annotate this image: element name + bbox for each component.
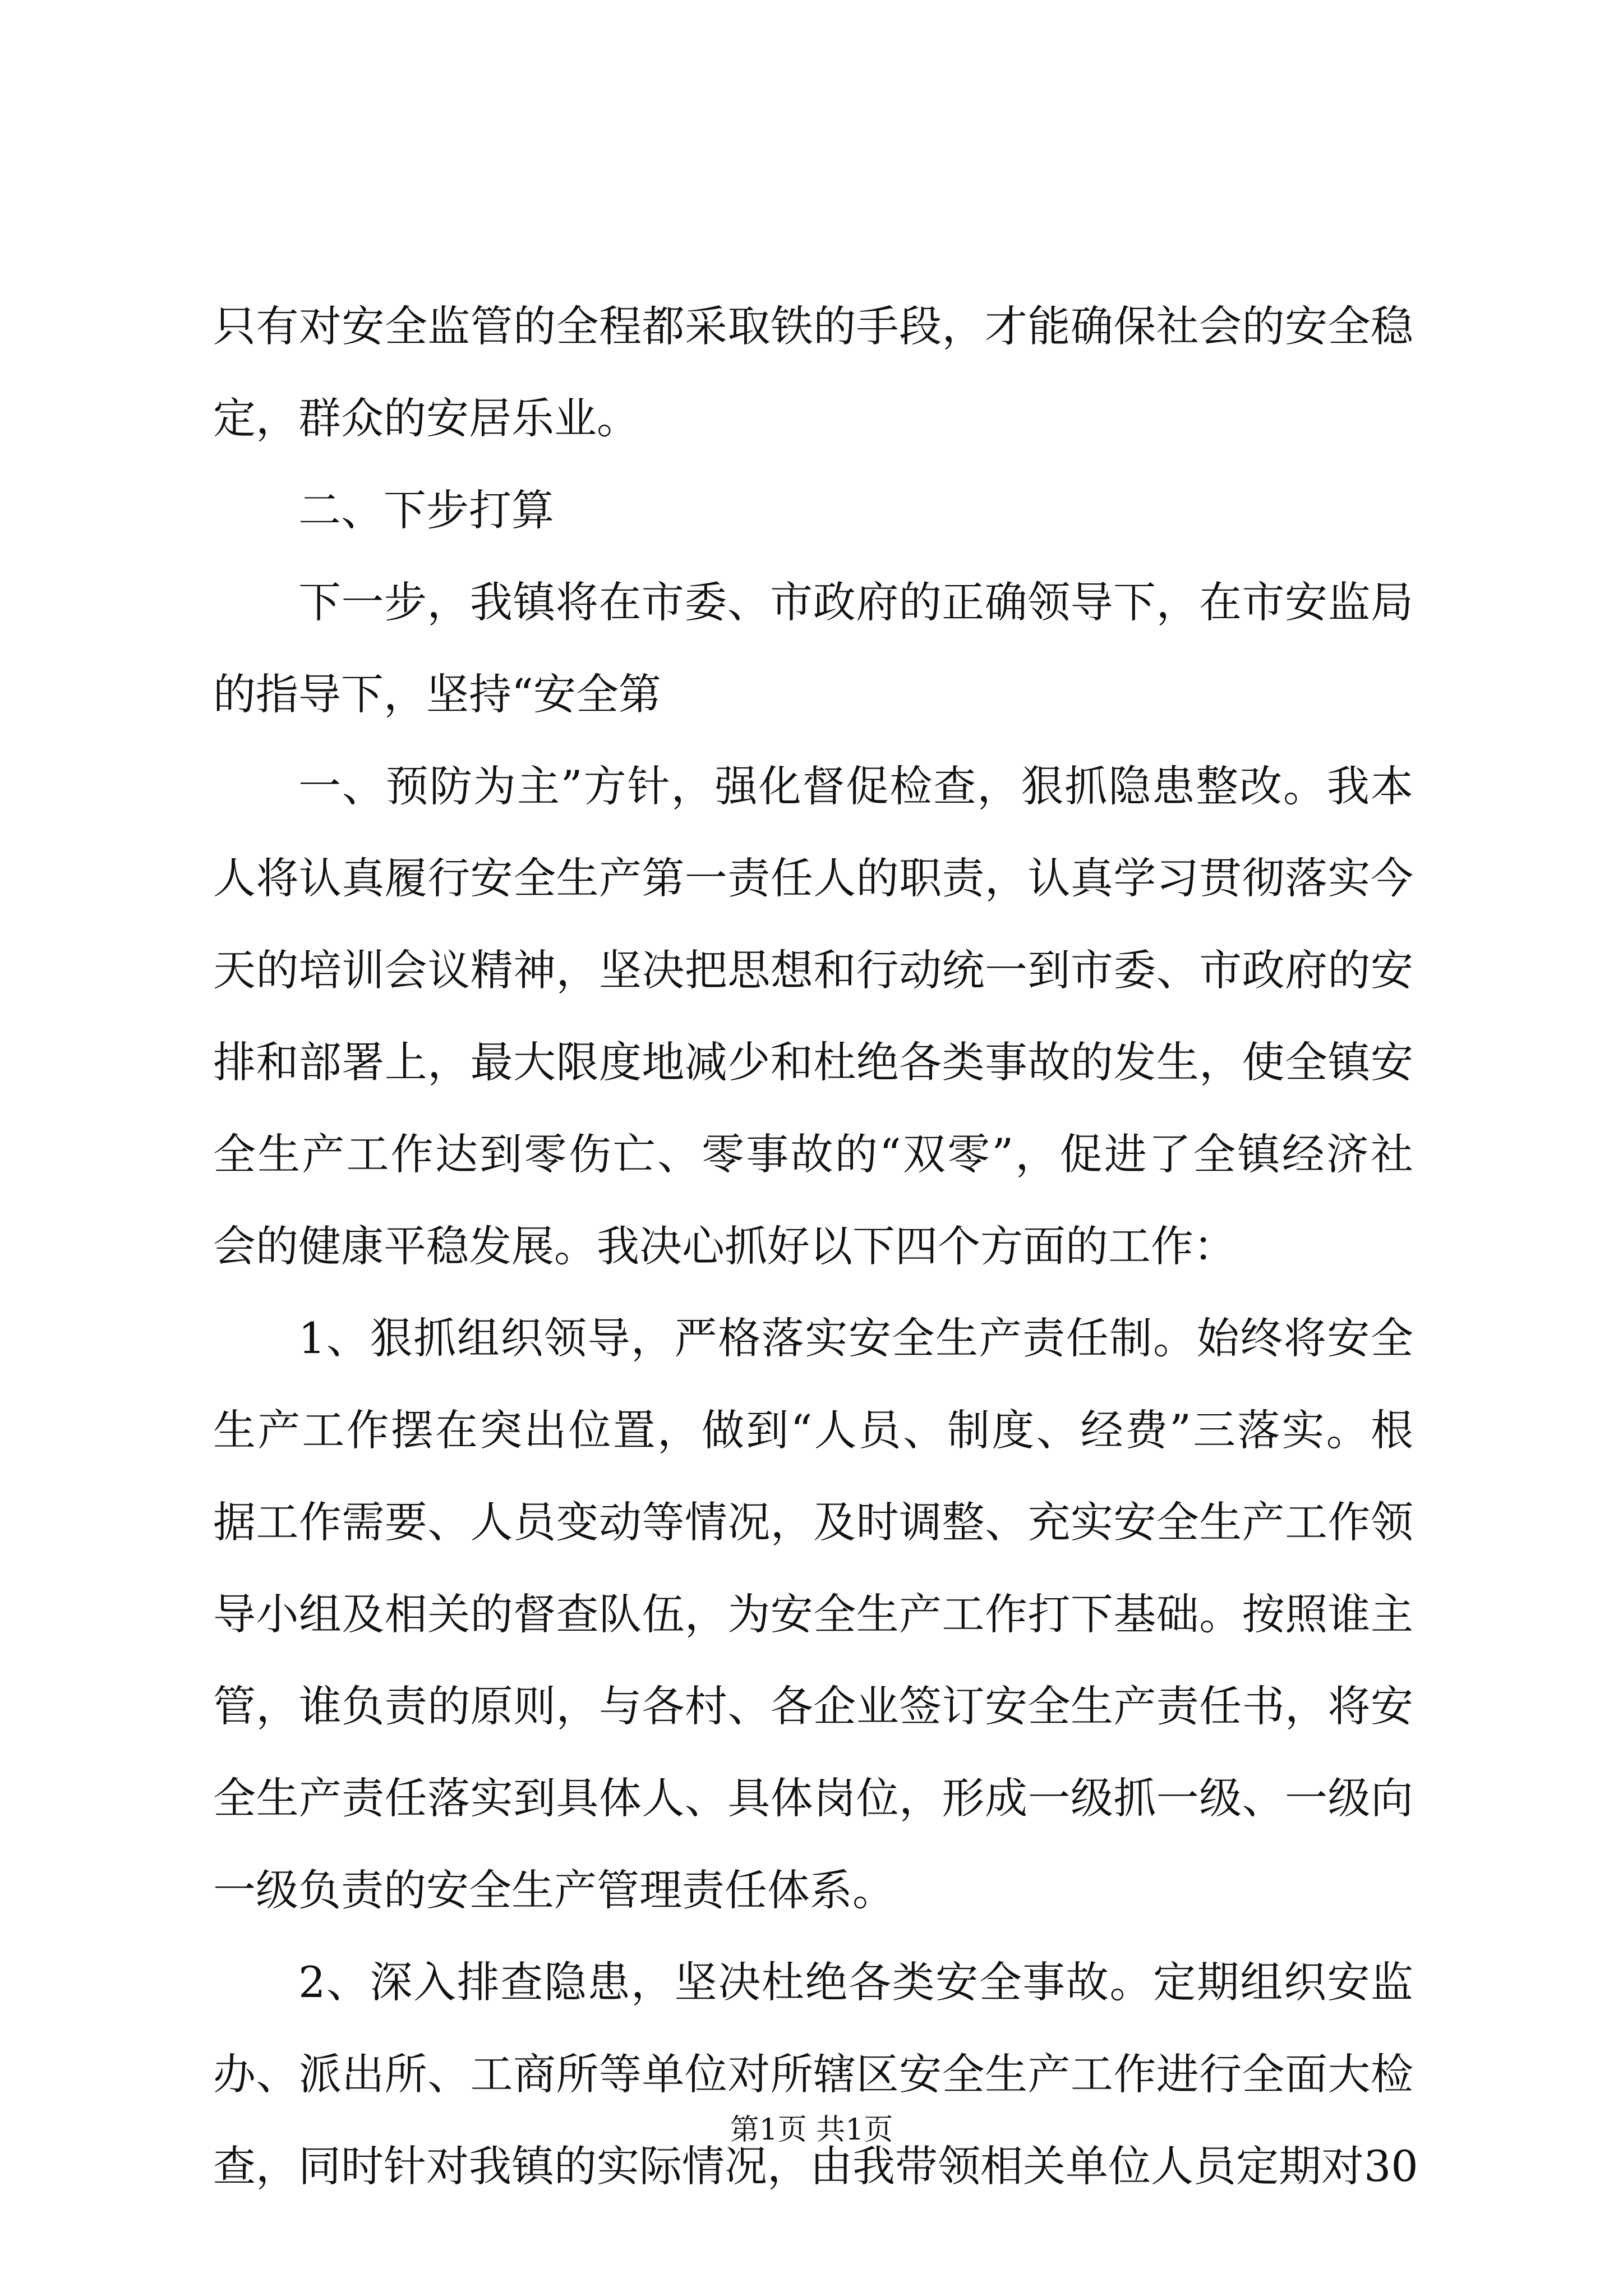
text-line: 一级负责的安全生产管理责任体系。	[213, 1865, 895, 1915]
text-line: 查，同时针对我镇的实际情况，由我带领相关单位人员定期对30	[213, 2141, 1418, 2191]
text-line: 全生产工作达到零伤亡、零事故的“双零”，促进了全镇经济社	[213, 1129, 1413, 1179]
text-line: 1、狠抓组织领导，严格落实安全生产责任制。始终将安全	[298, 1313, 1413, 1363]
text-line: 定，群众的安居乐业。	[213, 393, 639, 443]
text-line: 管，谁负责的原则，与各村、各企业签订安全生产责任书，将安	[213, 1681, 1413, 1731]
text-line: 天的培训会议精神，坚决把思想和行动统一到市委、市政府的安	[213, 945, 1413, 995]
text-line: 生产工作摆在突出位置，做到“人员、制度、经费”三落实。根	[213, 1405, 1413, 1455]
text-line: 2、深入排查隐患，坚决杜绝各类安全事故。定期组织安监	[298, 1957, 1413, 2007]
text-line: 一、预防为主”方针，强化督促检查，狠抓隐患整改。我本	[298, 761, 1413, 811]
text-line: 办、派出所、工商所等单位对所辖区安全生产工作进行全面大检	[213, 2049, 1413, 2099]
text-line: 会的健康平稳发展。我决心抓好以下四个方面的工作：	[213, 1221, 1236, 1271]
text-line: 导小组及相关的督查队伍，为安全生产工作打下基础。按照谁主	[213, 1589, 1413, 1639]
text-line: 的指导下，坚持“安全第	[213, 669, 661, 719]
text-line: 据工作需要、人员变动等情况，及时调整、充实安全生产工作领	[213, 1497, 1413, 1547]
text-line: 只有对安全监管的全程都采取铁的手段，才能确保社会的安全稳	[213, 301, 1413, 351]
text-line: 排和部署上，最大限度地减少和杜绝各类事故的发生，使全镇安	[213, 1037, 1413, 1087]
section-heading: 二、下步打算	[298, 485, 554, 535]
text-line: 下一步，我镇将在市委、市政府的正确领导下，在市安监局	[298, 577, 1413, 627]
document-body	[213, 280, 1418, 2212]
page-number-footer: 第1页 共1页	[730, 2113, 893, 2147]
text-line: 人将认真履行安全生产第一责任人的职责，认真学习贯彻落实今	[213, 853, 1413, 903]
text-line: 全生产责任落实到具体人、具体岗位，形成一级抓一级、一级向	[213, 1773, 1413, 1823]
